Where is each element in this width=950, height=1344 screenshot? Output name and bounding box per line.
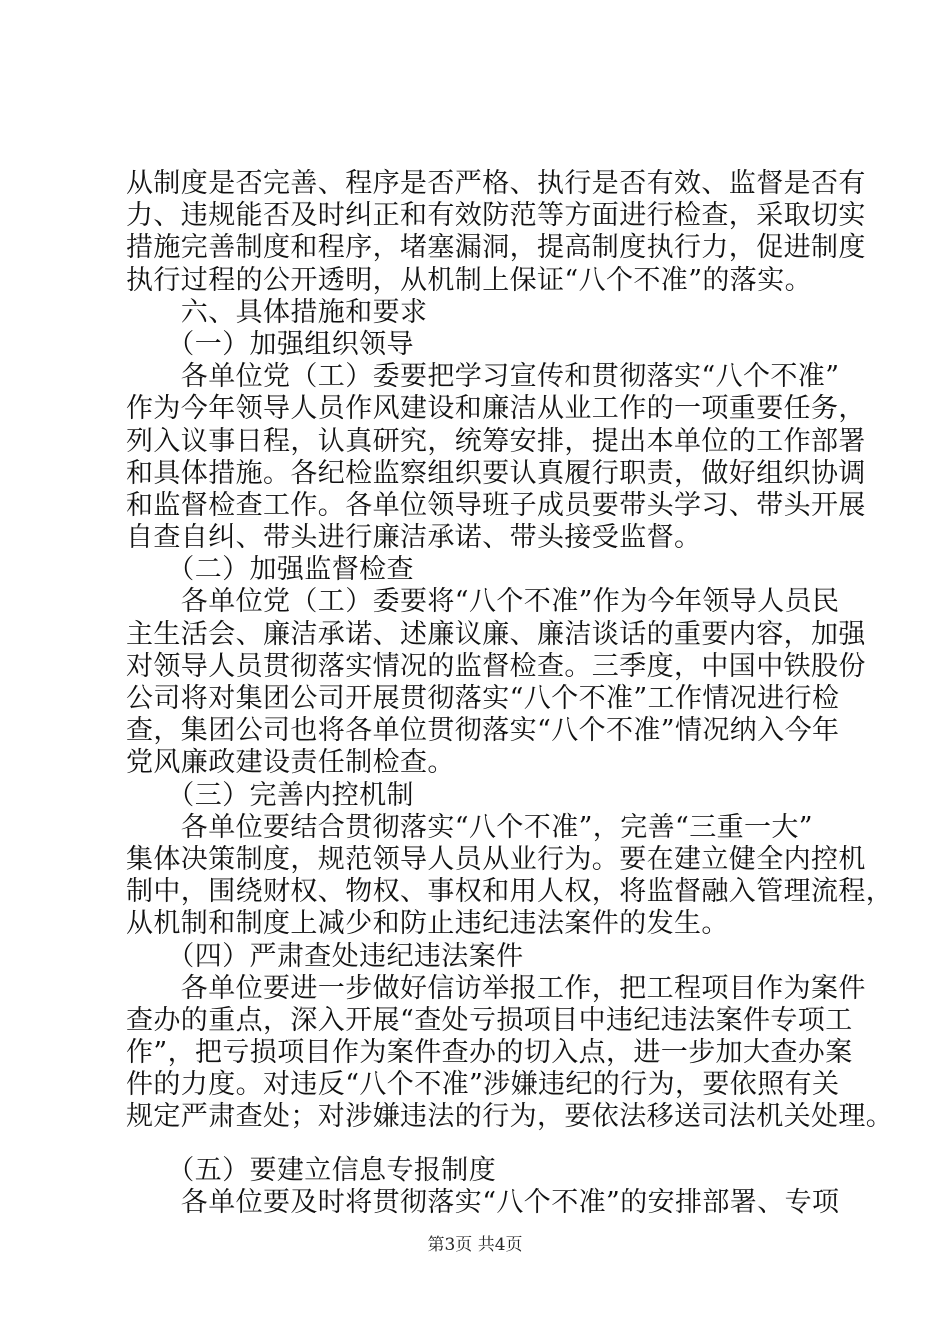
text-line: 各单位党（工）委要把学习宣传和贯彻落实“八个不准” — [126, 361, 840, 393]
text-line: 查办的重点，深入开展“查处亏损项目中违纪违法案件专项工 — [126, 1004, 853, 1036]
text-line: 作为今年领导人员作风建设和廉洁从业工作的一项重要任务， — [126, 393, 866, 425]
text-line: （五）要建立信息专报制度 — [126, 1154, 497, 1186]
text-line: 措施完善制度和程序，堵塞漏洞，提高制度执行力，促进制度 — [126, 232, 866, 264]
text-line: 自查自纠、带头进行廉洁承诺、带头接受监督。 — [126, 522, 702, 554]
paragraph-gap — [126, 1134, 838, 1155]
text-line: 件的力度。对违反“八个不准”涉嫌违纪的行为，要依照有关 — [126, 1069, 840, 1101]
page-footer: 第3页 共4页 — [427, 1235, 523, 1255]
text-line: 规定严肃查处；对涉嫌违法的行为，要依法移送司法机关处理。 — [126, 1101, 894, 1133]
text-line: 从机制和制度上减少和防止违纪违法案件的发生。 — [126, 908, 729, 940]
text-line: 作”，把亏损项目作为案件查办的切入点，进一步加大查办案 — [126, 1037, 853, 1069]
text-line: （三）完善内控机制 — [126, 779, 414, 811]
text-line: 六、具体措施和要求 — [126, 296, 428, 328]
text-line: 公司将对集团公司开展贯彻落实“八个不准”工作情况进行检 — [126, 683, 840, 714]
text-line: （一）加强组织领导 — [126, 328, 414, 360]
text-line: 查，集团公司也将各单位贯彻落实“八个不准”情况纳入今年 — [126, 715, 840, 747]
text-line: 主生活会、廉洁承诺、述廉议廉、廉洁谈话的重要内容，加强 — [126, 618, 866, 650]
text-line: 党风廉政建设责任制检查。 — [126, 747, 455, 779]
text-line: 力、违规能否及时纠正和有效防范等方面进行检查，采取切实 — [126, 200, 866, 232]
text-line: （二）加强监督检查 — [126, 554, 414, 586]
text-line: 各单位要结合贯彻落实“八个不准”，完善“三重一大” — [126, 811, 814, 843]
text-line: 执行过程的公开透明，从机制上保证“八个不准”的落实。 — [126, 264, 813, 296]
text-line: 各单位要进一步做好信访举报工作，把工程项目作为案件 — [126, 972, 866, 1004]
text-line: 制中，围绕财权、物权、事权和用人权，将监督融入管理流程， — [126, 876, 894, 908]
text-line: 各单位要及时将贯彻落实“八个不准”的安排部署、专项 — [126, 1186, 840, 1218]
text-line: 对领导人员贯彻落实情况的监督检查。三季度，中国中铁股份 — [126, 650, 866, 682]
text-line: 和监督检查工作。各单位领导班子成员要带头学习、带头开展 — [126, 489, 866, 521]
document-body — [126, 168, 894, 1219]
text-line: 集体决策制度，规范领导人员从业行为。要在建立健全内控机 — [126, 843, 866, 875]
text-line: 各单位党（工）委要将“八个不准”作为今年领导人员民 — [126, 586, 840, 618]
text-line: 从制度是否完善、程序是否严格、执行是否有效、监督是否有 — [126, 168, 866, 199]
text-line: 列入议事日程，认真研究，统筹安排，提出本单位的工作部署 — [126, 425, 866, 457]
text-line: 和具体措施。各纪检监察组织要认真履行职责，做好组织协调 — [126, 457, 866, 489]
text-line: （四）严肃查处违纪违法案件 — [126, 940, 524, 972]
